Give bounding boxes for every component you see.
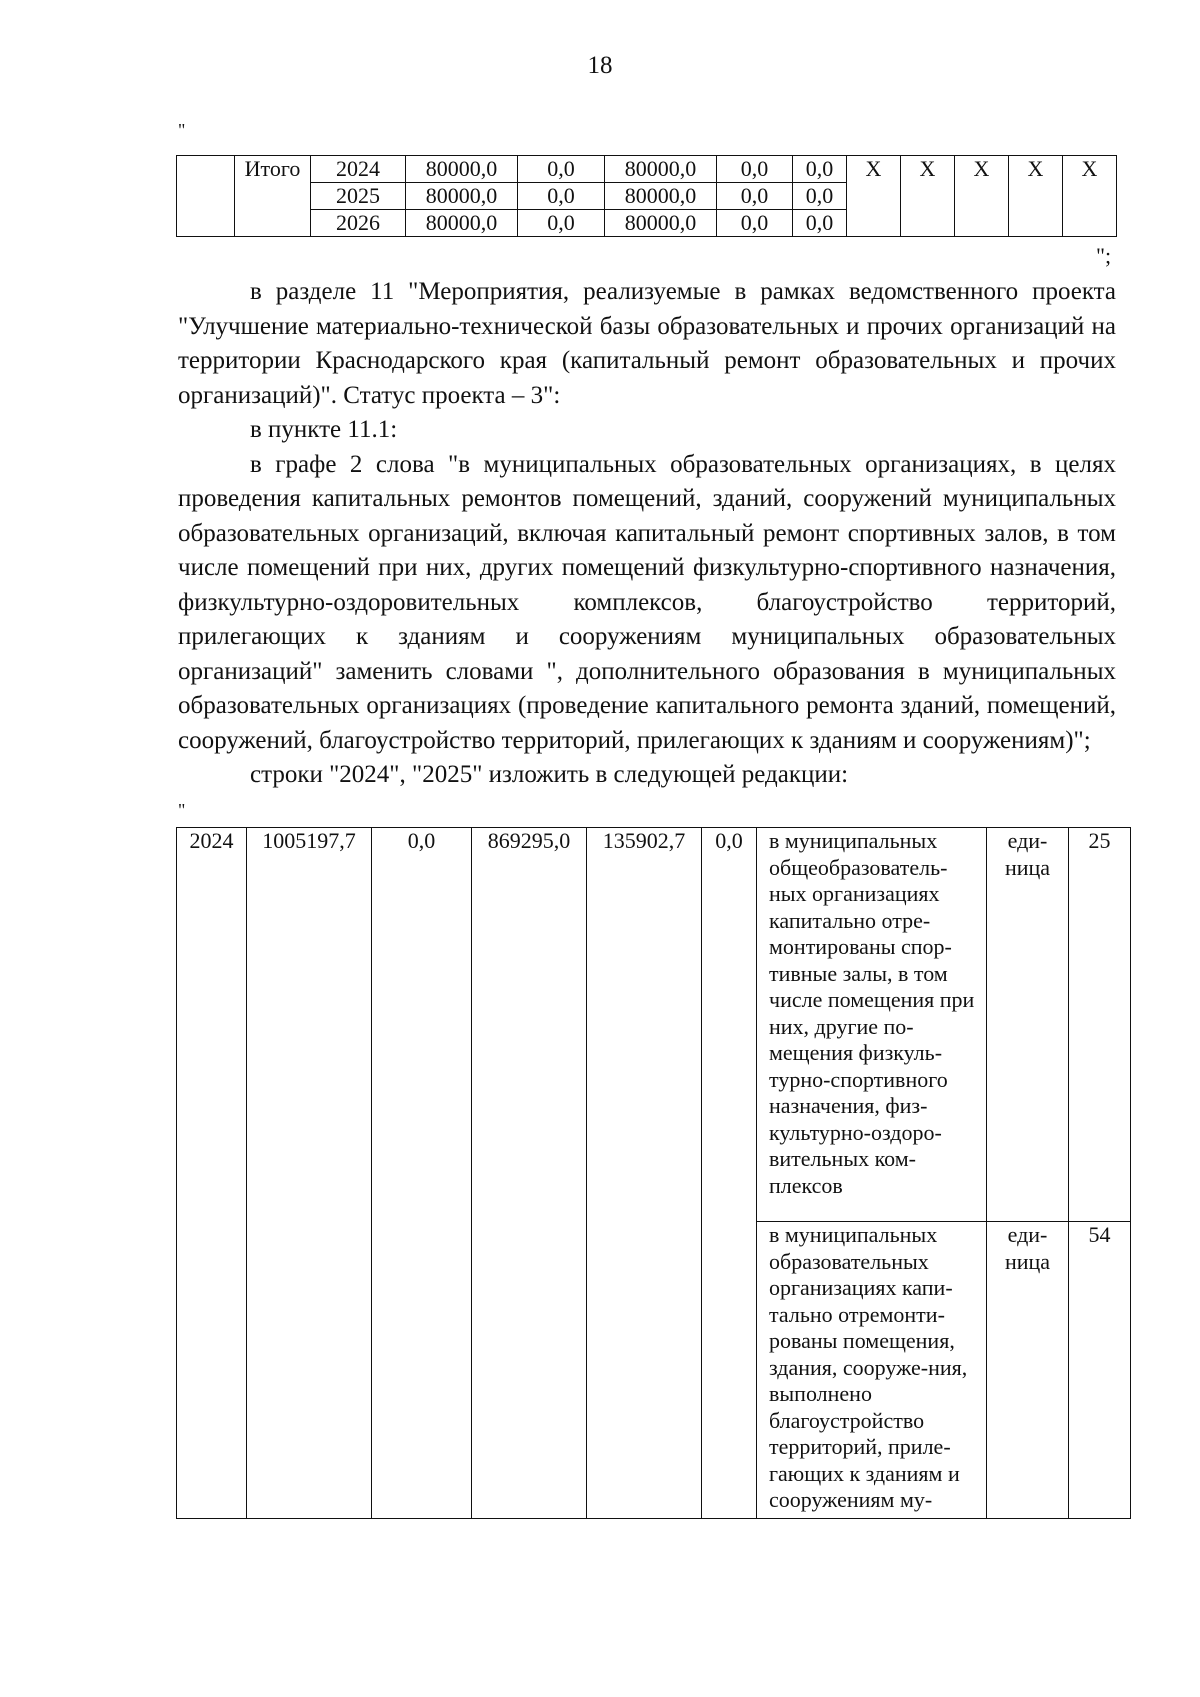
opening-quote-mark: " xyxy=(178,800,186,820)
year-cell: 2026 xyxy=(311,210,406,237)
year-cell: 2024 xyxy=(177,828,247,1519)
opening-quote-mark: " xyxy=(178,120,186,140)
table-row xyxy=(177,156,1117,183)
total-label: Итого xyxy=(235,156,311,237)
value-cell: 80000,0 xyxy=(605,183,717,210)
value-cell: 0,0 xyxy=(518,183,605,210)
value-cell: 135902,7 xyxy=(587,828,702,1519)
body-text xyxy=(178,275,1116,793)
closing-quote-mark: "; xyxy=(1096,243,1112,268)
indicator-unit: еди-ница xyxy=(987,1222,1069,1519)
value-cell: 0,0 xyxy=(372,828,472,1519)
indicator-value: 54 xyxy=(1069,1222,1131,1519)
value-cell: 80000,0 xyxy=(605,156,717,183)
value-cell: 869295,0 xyxy=(472,828,587,1519)
paragraph: в графе 2 слова "в муниципальных образовательных организациях, в целях проведения капитальных ремонтов помещений, зданий, сооружений муниципальных образовательных организаций, включая капитальный ремонт спортивных залов, в том числе помещений при них, других помещений физкультурно-спортивного назначения, физкультурно-оздоровительных комплексов, благоустройство территорий, прилегающих к зданиям и сооружениям муниципальных образовательных организаций" заменить словами ", дополнительного образования в муниципальных образовательных организациях (проведение капитального ремонта зданий, помещений, сооружений, благоустройство территорий, прилегающих к зданиям и сооружениям)"; xyxy=(178,450,1116,754)
value-cell: 0,0 xyxy=(793,183,847,210)
value-cell: 0,0 xyxy=(518,156,605,183)
value-cell: 80000,0 xyxy=(406,183,518,210)
value-cell: 0,0 xyxy=(717,156,793,183)
value-cell: 80000,0 xyxy=(406,210,518,237)
value-cell: 0,0 xyxy=(518,210,605,237)
year-cell: 2024 xyxy=(311,156,406,183)
total-table xyxy=(176,155,1117,237)
x-mark-cell: Х xyxy=(955,156,1009,237)
year-cell: 2025 xyxy=(311,183,406,210)
x-mark-cell: Х xyxy=(901,156,955,237)
value-cell: 0,0 xyxy=(793,156,847,183)
x-mark-cell: Х xyxy=(1009,156,1063,237)
paragraph: в пункте 11.1: xyxy=(250,416,398,443)
paragraph: в разделе 11 "Мероприятия, реализуемые в рамках ведомственного проекта "Улучшение материально-технической базы образовательных и прочих организаций на территории Краснодарского края (капитальный ремонт образовательных и прочих организаций)". Статус проекта – 3": xyxy=(178,278,1116,409)
value-cell: 0,0 xyxy=(717,183,793,210)
value-cell: 80000,0 xyxy=(406,156,518,183)
x-mark-cell: Х xyxy=(1063,156,1117,237)
indicator-unit: еди-ница xyxy=(987,828,1069,1222)
table-row xyxy=(177,828,1131,1222)
x-mark-cell: Х xyxy=(847,156,901,237)
value-cell: 0,0 xyxy=(717,210,793,237)
empty-cell xyxy=(177,156,235,237)
value-cell: 80000,0 xyxy=(605,210,717,237)
value-cell: 0,0 xyxy=(793,210,847,237)
value-cell: 0,0 xyxy=(702,828,757,1519)
indicator-description: в муниципальных образовательных организациях капи-тально отремонти-рованы помещения, здания, сооруже-ния, выполнено благоустройство территорий, приле-гающих к зданиям и сооружениям му- xyxy=(757,1222,987,1519)
page-number: 18 xyxy=(587,52,613,79)
indicators-table xyxy=(176,827,1131,1519)
indicator-description: в муниципальных общеобразователь-ных организациях капитально отре-монтированы спор-тивные залы, в том числе помещения при них, другие по-мещения физкуль-турно-спортивного назначения, физ-культурно-оздоро-вительных ком-плексов xyxy=(757,828,987,1222)
indicator-value: 25 xyxy=(1069,828,1131,1222)
paragraph: строки "2024", "2025" изложить в следующей редакции: xyxy=(250,761,849,788)
value-cell: 1005197,7 xyxy=(247,828,372,1519)
